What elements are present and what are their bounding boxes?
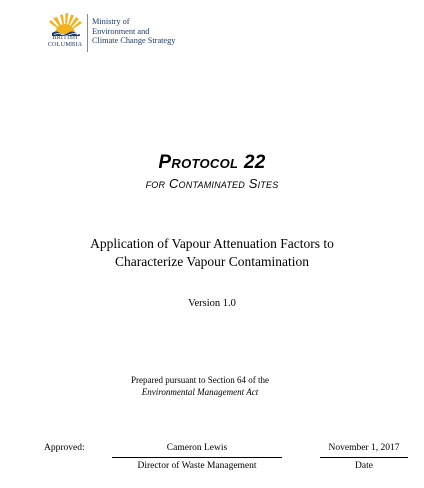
approver-name: Cameron Lewis [166, 443, 228, 453]
prepared-statement [0, 374, 400, 398]
document-title-line2: Characterize Vapour Contamination [115, 254, 309, 269]
approver-role: Director of Waste Management [137, 461, 257, 471]
document-title [0, 235, 424, 271]
logo-wordmark [38, 34, 92, 48]
protocol-subtitle: for Contaminated Sites [145, 176, 279, 191]
protocol-title: Protocol 22 [158, 152, 266, 173]
ministry-line1: Ministry of [92, 17, 130, 26]
act-name: Environmental Management Act [141, 387, 259, 397]
version-label: Version 1.0 [188, 298, 236, 309]
ministry-line2: Environment and [92, 26, 150, 36]
logo-text-line1: BRITISH [52, 34, 78, 41]
header-divider [87, 14, 88, 52]
ministry-line3: Climate Change Strategy [92, 36, 176, 46]
ministry-name [92, 17, 175, 46]
logo-text-line2: COLUMBIA [47, 41, 83, 48]
document-title-line1: Application of Vapour Attenuation Factors to [90, 236, 334, 251]
approval-date: November 1, 2017 [328, 443, 400, 453]
prepared-line: Prepared pursuant to Section 64 of the [131, 375, 269, 385]
sun-icon [38, 12, 92, 36]
date-line [320, 457, 408, 458]
date-label: Date [355, 461, 373, 471]
signature-line [112, 457, 282, 458]
approved-label: Approved: [44, 443, 85, 453]
